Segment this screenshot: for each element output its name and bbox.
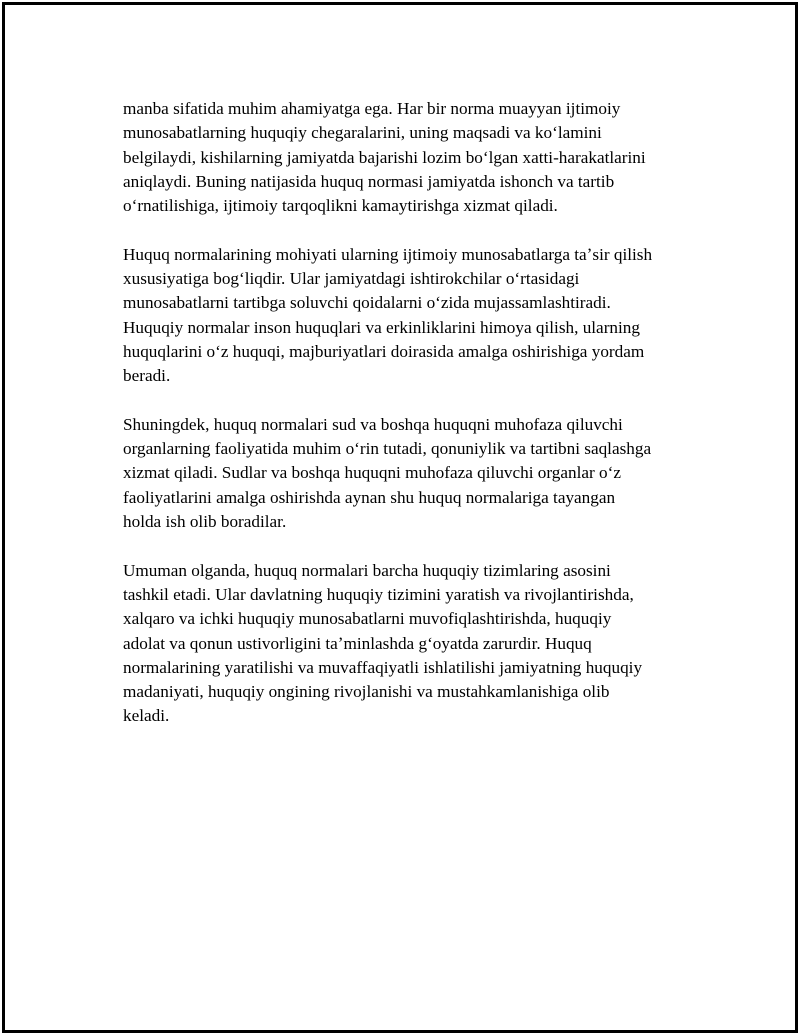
text-line: belgilaydi, kishilarning jamiyatda bajarishi lozim boʻlgan xatti-harakatlarini [123,147,646,167]
text-line: organlarning faoliyatida muhim oʻrin tutadi, qonuniylik va tartibni saqlashga [123,439,652,459]
text-line: holda ish olib boradilar. [123,512,287,532]
text-line: tashkil etadi. Ular davlatning huquqiy tizimini yaratish va rivojlantirishda, [123,584,634,604]
text-line: Shuningdek, huquq normalari sud va boshqa huquqni muhofaza qiluvchi [123,414,623,434]
text-line: Huquq normalarining mohiyati ularning ijtimoiy munosabatlarga taʼsir qilish [123,244,653,264]
paragraph-4 [123,559,697,729]
paragraph-3 [123,413,697,534]
text-line: keladi. [123,706,170,726]
text-line: oʻrnatilishiga, ijtimoiy tarqoqlikni kamaytirishga xizmat qiladi. [123,196,558,216]
page-frame [2,2,798,1033]
paragraph-1 [123,97,697,218]
text-line: manba sifatida muhim ahamiyatga ega. Har bir norma muayyan ijtimoiy [123,99,621,118]
text-line: munosabatlarni tartibga soluvchi qoidalarni oʻzida mujassamlashtiradi. [123,293,611,313]
text-line: madaniyati, huquqiy ongining rivojlanishi va mustahkamlanishiga olib [123,682,610,702]
text-line: beradi. [123,366,171,386]
text-line: faoliyatlarini amalga oshirishda aynan shu huquq normalariga tayangan [123,487,616,507]
text-line: huquqlarini oʻz huquqi, majburiyatlari doirasida amalga oshirishiga yordam [123,341,645,361]
document-body [123,97,697,729]
text-line: aniqlaydi. Buning natijasida huquq normasi jamiyatda ishonch va tartib [123,171,615,191]
paragraph-2 [123,243,697,389]
text-line: Huquqiy normalar inson huquqlari va erkinliklarini himoya qilish, ularning [123,317,640,337]
text-line: xizmat qiladi. Sudlar va boshqa huquqni muhofaza qiluvchi organlar oʻz [123,463,621,483]
text-line: munosabatlarning huquqiy chegaralarini, uning maqsadi va koʻlamini [123,123,602,143]
text-line: adolat va qonun ustivorligini taʼminlashda gʻoyatda zarurdir. Huquq [123,633,592,653]
text-line: Umuman olganda, huquq normalari barcha huquqiy tizimlaring asosini [123,560,611,580]
text-line: xususiyatiga bogʻliqdir. Ular jamiyatdagi ishtirokchilar oʻrtasidagi [123,269,580,289]
text-line: normalarining yaratilishi va muvaffaqiyatli ishlatilishi jamiyatning huquqiy [123,657,643,677]
text-line: xalqaro va ichki huquqiy munosabatlarni muvofiqlashtirishda, huquqiy [123,609,612,629]
